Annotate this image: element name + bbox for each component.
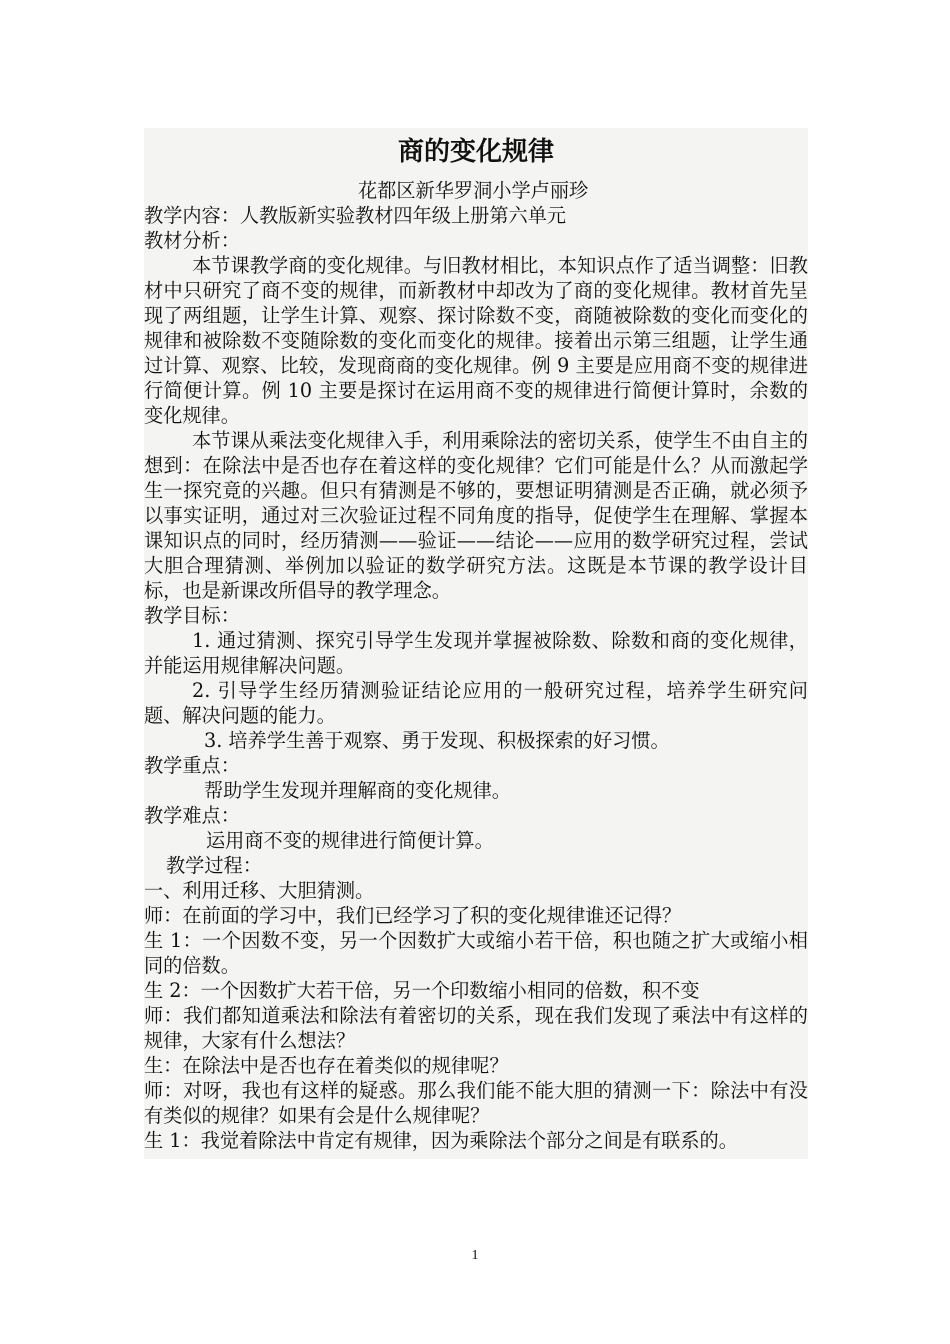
difficulty-text: 运用商不变的规律进行简便计算。	[206, 829, 494, 852]
process-heading: 教学过程：	[166, 854, 262, 877]
dialogue-line: 生：在除法中是否也存在着类似的规律呢？	[144, 1054, 509, 1077]
dialogue-line: 师：对呀，我也有这样的疑惑。那么我们能不能大胆的猜测一下：除法中有没有类似的规律？如果有会是什么规律呢？	[144, 1079, 808, 1127]
dialogue-line: 生 2：一个因数扩大若干倍，另一个印数缩小相同的倍数，积不变	[144, 979, 700, 1002]
dialogue-line: 生 1：我觉着除法中肯定有规律，因为乘除法个部分之间是有联系的。	[144, 1129, 738, 1152]
document-title: 商的变化规律	[397, 137, 554, 167]
dialogue-line: 师：我们都知道乘法和除法有着密切的关系，现在我们发现了乘法中有这样的规律，大家有什么想法？	[144, 1004, 808, 1052]
analysis-heading: 教材分析：	[144, 229, 240, 252]
key-points-heading: 教学重点：	[144, 754, 240, 777]
dialogue-line: 师：在前面的学习中，我们已经学习了积的变化规律谁还记得？	[144, 904, 682, 927]
key-points-text: 帮助学生发现并理解商的变化规律。	[204, 779, 511, 802]
analysis-paragraph-1: 本节课教学商的变化规律。与旧教材相比，本知识点作了适当调整：旧教材中只研究了商不变的规律，而新教材中却改为了商的变化规律。教材首先呈现了两组题，让学生计算、观察、探讨除数不变，商随被除数的变化而变化的规律和被除数不变随除数的变化而变化的规律。接着出示第三组题，让学生通过计算、观察、比较，发现商商的变化规律。例 9 主要是应用商不变的规律进行简便计算。例 10 主要是探讨在运用商不变的规律进行简便计算时，余数的变化规律。	[144, 254, 808, 427]
goals-heading: 教学目标：	[144, 604, 240, 627]
teaching-content-line: 教学内容：人教版新实验教材四年级上册第六单元	[144, 204, 567, 227]
goal-item-2: 2. 引导学生经历猜测验证结论应用的一般研究过程，培养学生研究问题、解决问题的能力。	[144, 679, 808, 727]
analysis-paragraph-2: 本节课从乘法变化规律入手，利用乘除法的密切关系，使学生不由自主的想到：在除法中是否也存在着这样的变化规律？它们可能是什么？从而激起学生一探究竟的兴趣。但只有猜测是不够的，要想证明猜测是否正确，就必须予以事实证明，通过对三次验证过程不同角度的指导，促使学生在理解、掌握本课知识点的同时，经历猜测——验证——结论——应用的数学研究过程，尝试大胆合理猜测、举例加以验证的数学研究方法。这既是本节课的教学设计目标，也是新课改所倡导的教学理念。	[144, 429, 808, 602]
step-heading-1: 一、利用迁移、大胆猜测。	[144, 879, 375, 902]
document-body	[144, 128, 808, 1159]
page-number: 1	[471, 1248, 479, 1263]
goal-item-3: 3. 培养学生善于观察、勇于发现、积极探索的好习惯。	[204, 729, 670, 752]
dialogue-line: 生 1：一个因数不变，另一个因数扩大或缩小若干倍，积也随之扩大或缩小相同的倍数。	[144, 929, 808, 977]
author-line: 花都区新华罗洞小学卢丽珍	[358, 179, 589, 202]
goal-item-1: 1. 通过猜测、探究引导学生发现并掌握被除数、除数和商的变化规律，并能运用规律解决问题。	[144, 629, 808, 677]
difficulty-heading: 教学难点：	[144, 804, 240, 827]
